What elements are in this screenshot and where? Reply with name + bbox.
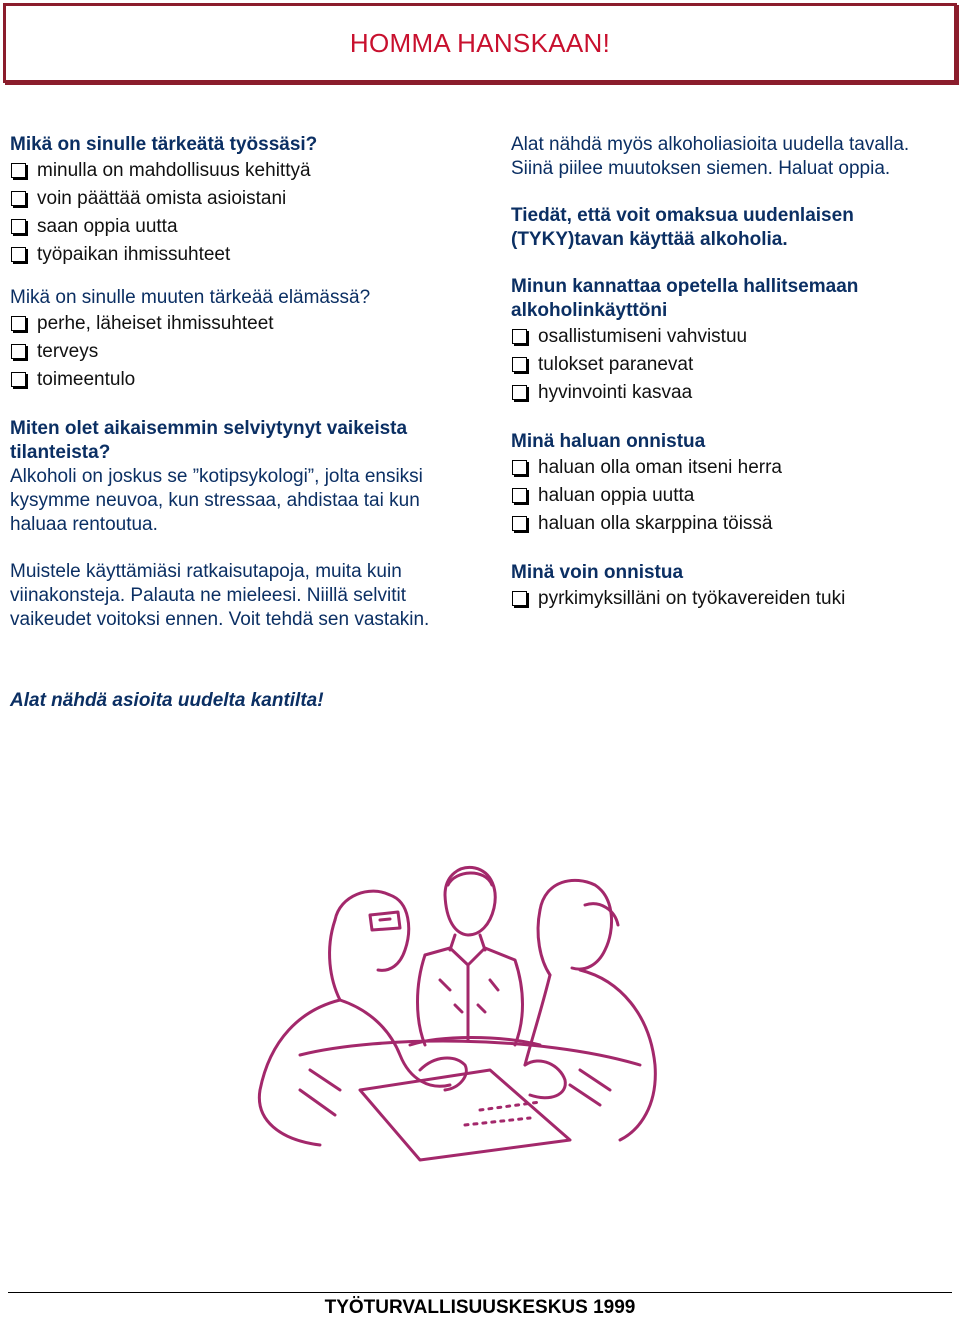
table-edge xyxy=(300,1041,640,1065)
checkbox-item[interactable] xyxy=(511,482,956,510)
checkbox-item[interactable] xyxy=(10,157,480,185)
checkbox-icon[interactable] xyxy=(512,357,527,372)
want-list xyxy=(511,454,956,538)
checkbox-label: haluan oppia uutta xyxy=(538,485,695,506)
checkbox-icon[interactable] xyxy=(11,316,26,331)
checkbox-label: hyvinvointi kasvaa xyxy=(538,382,693,403)
checkbox-label: työpaikan ihmissuhteet xyxy=(37,244,231,265)
checkbox-item[interactable] xyxy=(511,379,956,407)
checkbox-icon[interactable] xyxy=(11,344,26,359)
checkbox-label: haluan olla oman itseni herra xyxy=(538,457,782,478)
checkbox-label: toimeentulo xyxy=(37,369,136,390)
checkbox-item[interactable] xyxy=(511,323,956,351)
can-heading: Minä voin onnistua xyxy=(511,562,684,583)
checkbox-icon[interactable] xyxy=(512,488,527,503)
remember-section xyxy=(10,560,480,632)
worth-list xyxy=(511,323,956,407)
left-column xyxy=(10,133,480,655)
checkbox-icon[interactable] xyxy=(11,219,26,234)
left-man-back xyxy=(259,1000,340,1145)
checkbox-item[interactable] xyxy=(511,585,956,613)
checkbox-item[interactable] xyxy=(10,366,480,394)
life-question: Mikä on sinulle muuten tärkeää elämässä? xyxy=(10,287,371,308)
title-banner xyxy=(3,3,957,83)
tyky-text: Tiedät, että voit omaksua uudenlaisen (TYKY)tavan käyttää alkoholia. xyxy=(511,205,854,250)
checkbox-icon[interactable] xyxy=(11,247,26,262)
checkbox-icon[interactable] xyxy=(11,372,26,387)
remember-text: Muistele käyttämiäsi ratkaisutapoja, muita kuin viinakonsteja. Palauta ne mieleesi. Niillä selvitit vaikeudet voitoksi ennen. Voit tehdä sen vastakin. xyxy=(10,561,430,630)
checkbox-item[interactable] xyxy=(511,454,956,482)
checkbox-item[interactable] xyxy=(511,351,956,379)
checkbox-item[interactable] xyxy=(10,213,480,241)
checkbox-label: osallistumiseni vahvistuu xyxy=(538,326,748,347)
right-man-back xyxy=(580,970,655,1140)
checkbox-item[interactable] xyxy=(10,338,480,366)
checkbox-label: pyrkimyksilläni on työkavereiden tuki xyxy=(538,588,846,609)
paper-sheet xyxy=(360,1070,570,1160)
checkbox-item[interactable] xyxy=(10,310,480,338)
want-heading: Minä haluan onnistua xyxy=(511,431,706,452)
right-man-hand xyxy=(525,1061,565,1098)
page-title: HOMMA HANSKAAN! xyxy=(349,27,611,58)
right-column xyxy=(511,133,956,636)
work-question: Mikä on sinulle tärkeätä työssäsi? xyxy=(10,134,318,155)
right-man-head xyxy=(540,880,612,969)
checkbox-label: minulla on mahdollisuus kehittyä xyxy=(37,160,311,181)
checkbox-label: perhe, läheiset ihmissuhteet xyxy=(37,313,274,334)
footer-divider xyxy=(8,1292,952,1293)
coping-text: Alkoholi on joskus se ”kotipsykologi”, jolta ensiksi kysymme neuvoa, kun stressaa, ahdistaa tai kun haluaa rentoutua. xyxy=(10,466,423,535)
right-man-sleeve xyxy=(570,1070,610,1105)
meeting-illustration xyxy=(240,840,670,1170)
footer: TYÖTURVALLISUUSKESKUS 1999 xyxy=(324,1297,636,1318)
checkbox-label: haluan olla skarppina töissä xyxy=(538,513,773,534)
intro-section xyxy=(511,133,956,181)
life-list xyxy=(10,310,480,394)
checkbox-label: saan oppia uutta xyxy=(37,216,178,237)
left-man-glasses-icon xyxy=(370,912,400,930)
checkbox-item[interactable] xyxy=(10,241,480,269)
worth-section xyxy=(511,275,956,407)
tagline: Alat nähdä asioita uudelta kantilta! xyxy=(10,690,324,711)
checkbox-icon[interactable] xyxy=(512,385,527,400)
life-section xyxy=(10,286,480,394)
want-section xyxy=(511,430,956,538)
right-man-face xyxy=(538,910,550,975)
can-section xyxy=(511,561,956,613)
left-man-neck xyxy=(330,920,340,1000)
left-man-sleeve xyxy=(300,1070,340,1115)
tyky-section xyxy=(511,204,956,252)
coping-question: Miten olet aikaisemmin selviytynyt vaikeista tilanteista? xyxy=(10,418,408,463)
checkbox-icon[interactable] xyxy=(512,591,527,606)
checkbox-item[interactable] xyxy=(511,510,956,538)
worth-heading: Minun kannattaa opetella hallitsemaan alkoholinkäyttöni xyxy=(511,276,859,321)
center-man-shirt-detail xyxy=(440,965,498,1040)
can-list xyxy=(511,585,956,613)
checkbox-item[interactable] xyxy=(10,185,480,213)
coping-section xyxy=(10,417,480,537)
center-man-neck xyxy=(450,935,485,950)
center-man-shirt-left xyxy=(418,955,426,1045)
checkbox-icon[interactable] xyxy=(512,516,527,531)
checkbox-icon[interactable] xyxy=(512,329,527,344)
right-man-front xyxy=(525,975,550,1065)
checkbox-icon[interactable] xyxy=(11,191,26,206)
checkbox-icon[interactable] xyxy=(512,460,527,475)
work-list xyxy=(10,157,480,269)
intro-text: Alat nähdä myös alkoholiasioita uudella tavalla. Siinä piilee muutoksen siemen. Haluat oppia. xyxy=(511,134,910,179)
checkbox-label: voin päättää omista asioistani xyxy=(37,188,287,209)
work-section xyxy=(10,133,480,269)
checkbox-icon[interactable] xyxy=(11,163,26,178)
checkbox-label: tulokset paranevat xyxy=(538,354,694,375)
checkbox-label: terveys xyxy=(37,341,99,362)
center-man-collar xyxy=(425,948,523,1045)
